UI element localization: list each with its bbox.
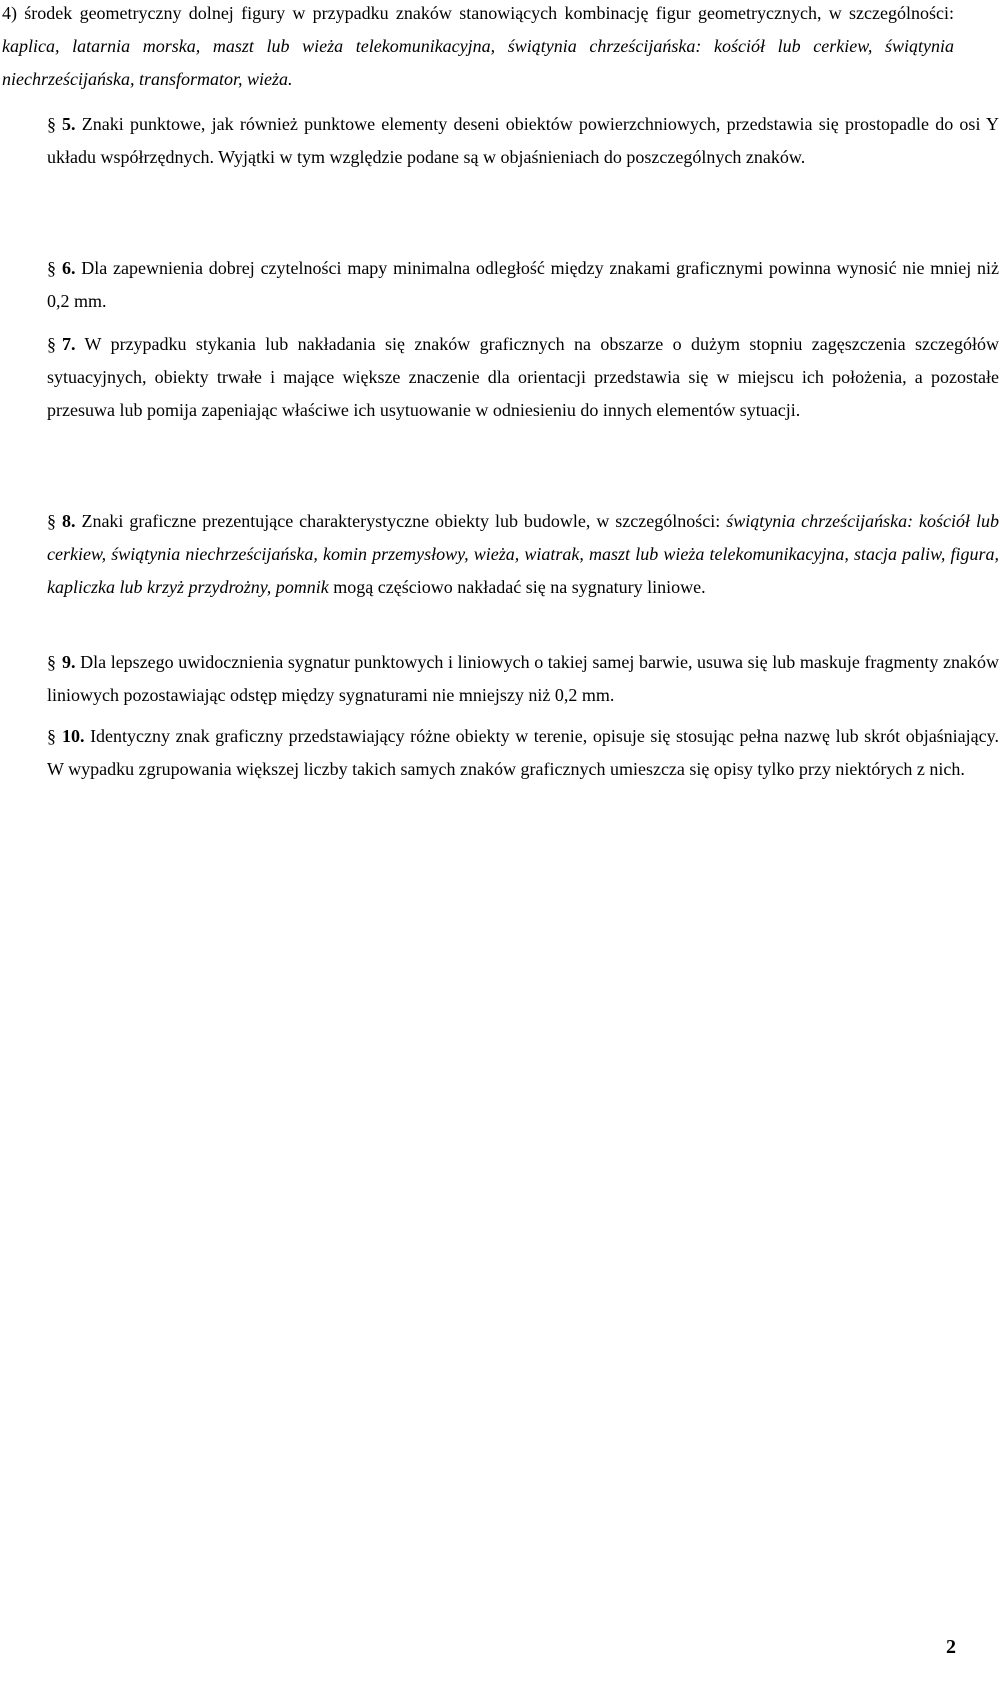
paragraph-10-text: Identyczny znak graficzny przedstawiający różne obiekty w terenie, opisuje się stosując pełna nazwę lub skrót objaśniający. W wypadku zgrupowania większej liczby takich samych znaków graficznych umieszcza się opisy tylko przy niektórych z nich. xyxy=(47,726,999,779)
paragraph-9-number: 9. xyxy=(62,652,76,672)
section-sign: § xyxy=(47,652,56,672)
paragraph-8-tail: mogą częściowo nakładać się na sygnatury liniowe. xyxy=(328,577,706,597)
paragraph-9 xyxy=(2,646,999,712)
paragraph-4-italic: kaplica, latarnia morska, maszt lub wieża telekomunikacyjna, świątynia chrześcijańska: kościół lub cerkiew, świątynia niechrześcijańska, transformator, wieża. xyxy=(2,36,954,89)
paragraph-8-italic: świątynia chrześcijańska: kościół lub cerkiew, świątynia niechrześcijańska, komin przemysłowy, wieża, wiatrak, maszt lub wieża telekomunikacyjna, stacja paliw, figura, kapliczka lub krzyż przydrożny, pomnik xyxy=(47,511,999,597)
section-sign: § xyxy=(47,511,56,531)
paragraph-8 xyxy=(2,505,999,604)
paragraph-8-number: 8. xyxy=(62,511,76,531)
page-number: 2 xyxy=(946,1636,956,1658)
paragraph-6-text: Dla zapewnienia dobrej czytelności mapy minimalna odległość między znakami graficznymi powinna wynosić nie mniej niż 0,2 mm. xyxy=(47,258,999,311)
paragraph-10 xyxy=(2,720,999,786)
paragraph-7 xyxy=(2,328,999,427)
paragraph-8-lead: Znaki graficzne prezentujące charakterystyczne obiekty lub budowle, w szczególności: xyxy=(75,511,727,531)
paragraph-4-lead: 4) środek geometryczny dolnej figury w przypadku znaków stanowiących kombinację figur geometrycznych, w szczególności: xyxy=(2,3,954,23)
paragraph-6 xyxy=(2,252,999,318)
section-sign: § xyxy=(47,114,56,134)
paragraph-5-text: Znaki punktowe, jak również punktowe elementy deseni obiektów powierzchniowych, przedstawia się prostopadle do osi Y układu współrzędnych. Wyjątki w tym względzie podane są w objaśnieniach do poszczególnych znaków. xyxy=(47,114,999,167)
paragraph-6-number: 6. xyxy=(62,258,76,278)
paragraph-10-number: 10. xyxy=(62,726,85,746)
paragraph-7-text: W przypadku stykania lub nakładania się znaków graficznych na obszarze o dużym stopniu zagęszczenia szczegółów sytuacyjnych, obiekty trwałe i mające większe znaczenie dla orientacji przedstawia się w miejscu ich położenia, a pozostałe przesuwa lub pomija zapeniając właściwe ich usytuowanie w odniesieniu do innych elementów sytuacji. xyxy=(47,334,999,420)
section-sign: § xyxy=(47,726,56,746)
paragraph-7-number: 7. xyxy=(62,334,76,354)
paragraph-9-text: Dla lepszego uwidocznienia sygnatur punktowych i liniowych o takiej samej barwie, usuwa się lub maskuje fragmenty znaków liniowych pozostawiając odstęp między sygnaturami nie mniejszy niż 0,2 mm. xyxy=(47,652,999,705)
paragraph-5 xyxy=(2,108,999,174)
section-sign: § xyxy=(47,334,56,354)
paragraph-5-number: 5. xyxy=(62,114,76,134)
paragraph-4 xyxy=(2,0,954,96)
section-sign: § xyxy=(47,258,56,278)
